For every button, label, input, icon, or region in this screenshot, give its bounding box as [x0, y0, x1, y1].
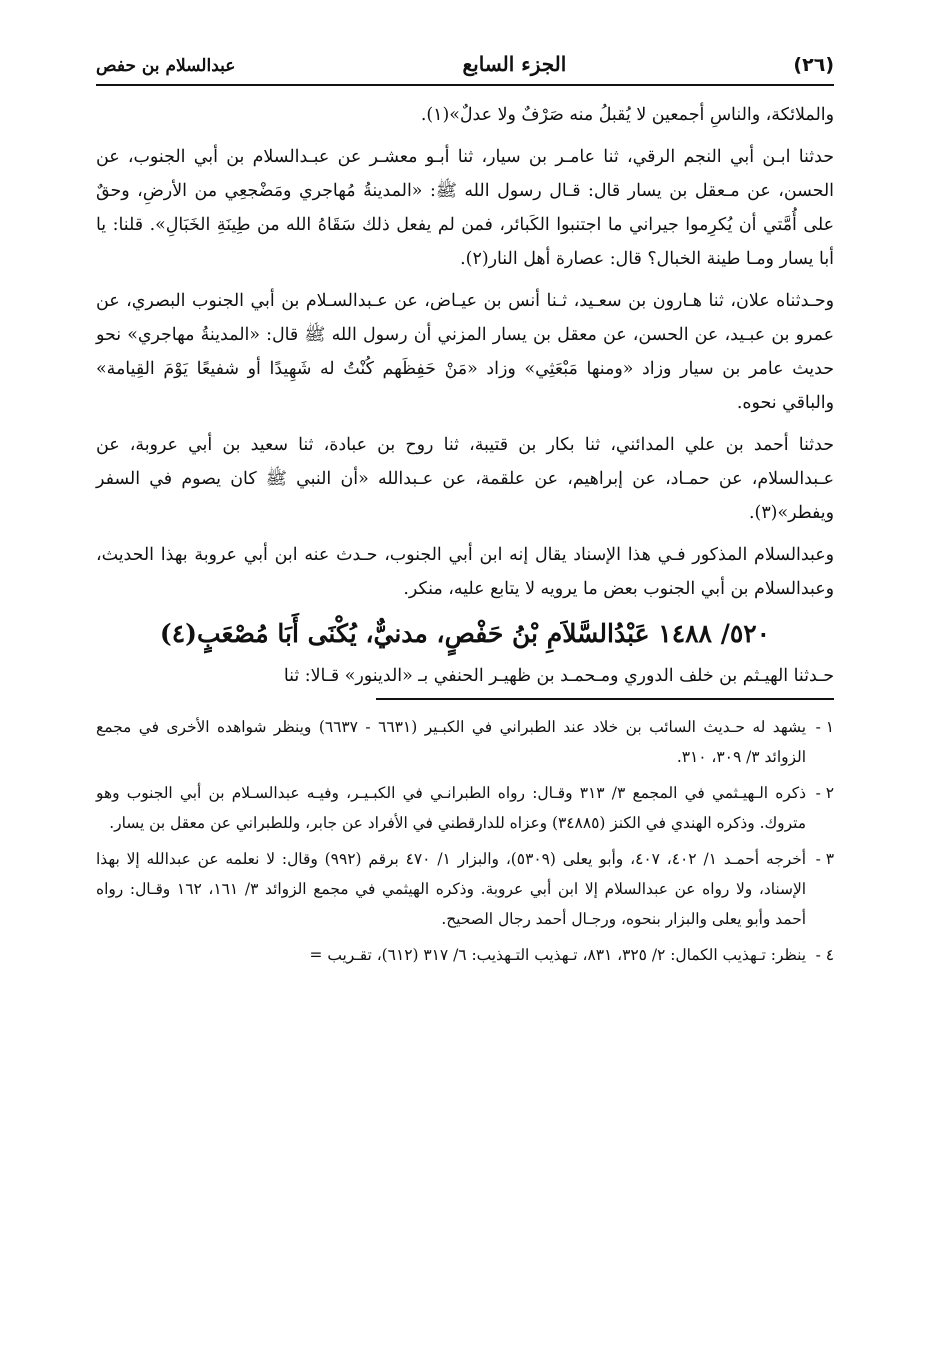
footnote [96, 844, 834, 934]
paragraph: وعبدالسلام المذكور فـي هذا الإسناد يقال إنه ابن أبي الجنوب، حـدث عنه ابن أبي عروبة بهذا الحديث، وعبدالسلام بن أبي الجنوب بعض ما يرويه لا يتابع عليه، منكر. [96, 545, 834, 599]
footnote [96, 940, 834, 970]
footnote-text: ينظر: تـهذيب الكمال: ٢/ ٣٢٥، ٨٣١، تـهذيب التـهذيب: ٦/ ٣١٧ (٦١٢)، تقـريب = [309, 946, 806, 964]
footnote-text: يشهد له حـديث السائب بن خلاد عند الطبراني في الكبـير (٦٦٣١ - ٦٦٣٧) وينظر شواهده الأخرى في مجمع الزوائد ٣/ ٣٠٩، ٣١٠. [96, 718, 806, 766]
running-title: عبدالسلام بن حفص [96, 56, 236, 76]
footnote-text: أخرجه أحمـد ١/ ٤٠٢، ٤٠٧، وأبو يعلى (٥٣٠٩)، والبزار ١/ ٤٧٠ برقم (٩٩٢) وقال: لا نعلمه عن عبدالله إلا بهذا الإسناد، ولا رواه عن عبدالسلام إلا ابن أبي عروبة. وذكره الهيثمي في مجمع الزوائد ٣/ ١٦١، ١٦٢ وقـال: رواه أحمد وأبو يعلى والبزار بنحوه، ورجـال أحمد رجال الصحيح. [96, 850, 807, 928]
main-text [96, 98, 834, 606]
footnote [96, 712, 834, 772]
footnote-number: ١ - [815, 718, 834, 736]
paragraph: حدثنا ابـن أبي النجم الرقي، ثنا عامـر بن سيار، ثنا أبـو معشـر عن عبـدالسلام بن أبي الجنوب، عن الحسن، عن مـعقل بن يسار قال: قـال رسول الله ﷺ: «المدينةُ مُهاجري ومَضْجعِي من الأرضِ، وحقٌ على أُمَّتي أن يُكرِموا جيراني ما اجتنبوا الكَبائر، فمن لم يفعل ذلك سَقَاهُ الله من طِينَةِ الخَبَالِ». قلنا: يا أبا يسار ومـا طينة الخبال؟ قال: عصارة أهل النار(٢). [96, 147, 834, 269]
footnote-number: ٢ - [815, 784, 834, 802]
entry-heading: ٥٢٠/ ١٤٨٨ عَبْدُالسَّلاَمِ بْنُ حَفْصٍ، مدنيٌّ، يُكْنَى أَبَا مُصْعَبٍ(٤) [159, 619, 771, 648]
footnote-number: ٣ - [815, 850, 834, 868]
footnotes [96, 712, 834, 970]
footnote-separator [376, 698, 834, 700]
running-head [96, 40, 834, 76]
header-rule [96, 84, 834, 86]
footnote-number: ٤ - [815, 946, 834, 964]
paragraph: حـدثنا الهيـثم بن خلف الدوري ومـحمـد بن ظهيـر الحنفي بـ «الدينور» قـالا: ثنا [283, 666, 834, 686]
footnote-text: ذكره الـهيـثمي في المجمع ٣/ ٣١٣ وقـال: رواه الطبرانـي في الكبـيـر، وفيـه عبدالسـلام بن أبي الجنوب وهو متروك. وذكره الهندي في الكنز (٣٤٨٨٥) وعزاه للدارقطني في الأفراد عن جابر، وللطبراني عن معقل بن يسار. [96, 784, 806, 832]
page-number: (٢٦) [793, 54, 834, 76]
paragraph: وحـدثناه علان، ثنا هـارون بن سعـيد، ثـنا أنس بن عيـاض، عن عـبدالسـلام بن أبي الجنوب البصري، عن عمرو بن عبـيد، عن الحسن، عن معقل بن يسار المزني أن رسول الله ﷺ قال: «المدينةُ مهاجري» نحو حديث عامر بن سيار وزاد «ومنها مَبْعَثِي» وزاد «مَنْ حَفِظَهم كُنْتُ له شَهِيدًا أو شفيعًا يَوْمَ القِيامة» والباقي نحوه. [96, 291, 834, 413]
footnote [96, 778, 834, 838]
chapter-title: الجزء السابع [462, 52, 567, 76]
paragraph: والملائكة، والناسِ أجمعين لا يُقبلُ منه صَرْفٌ ولا عدلٌ»(١). [420, 105, 834, 125]
paragraph: حدثنا أحمد بن علي المدائني، ثنا بكار بن قتيبة، ثنا روح بن عبادة، ثنا سعيد بن أبي عروبة، عن عـبدالسلام، عن حمـاد، عن إبراهيم، عن علقمة، عن عـبدالله «أن النبي ﷺ كان يصوم في السفر ويفطر»(٣). [96, 435, 834, 523]
